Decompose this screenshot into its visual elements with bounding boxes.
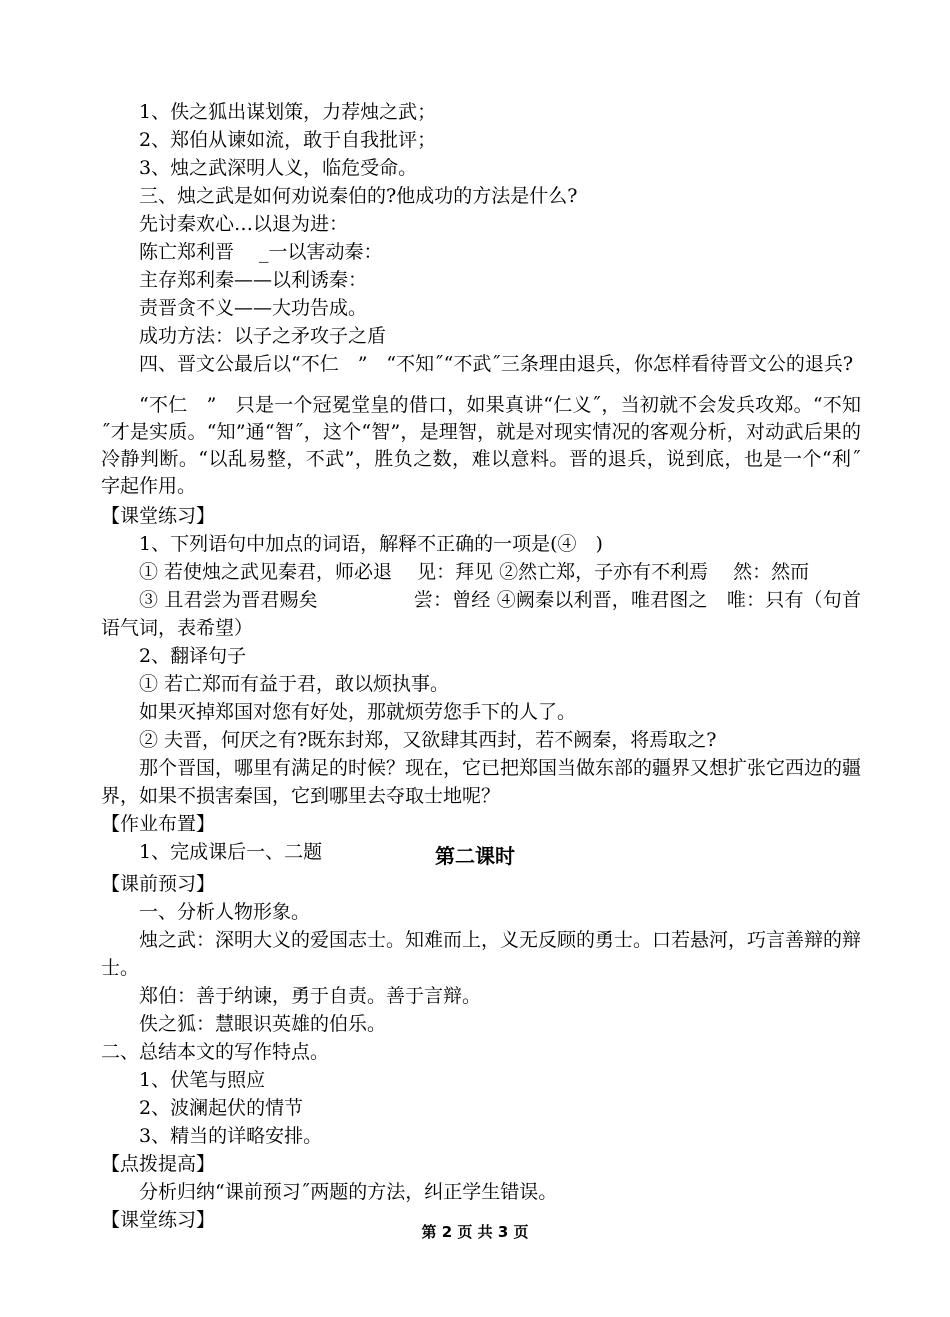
- text-line: 一、分析人物形象。: [139, 901, 311, 923]
- paragraph: 那个晋国，哪里有满足的时候？现在，它已把郑国当做东部的疆界又想扩张它西边的疆界，如果不损害秦国，它到哪里去夺取士地呢？: [101, 757, 862, 807]
- paragraph: 烛之武：深明大义的爱国志士。知难而上，义无反顾的勇士。口若悬河，巧言善辩的辩士。: [101, 929, 862, 979]
- text-line: ① 若亡郑而有益于君，敢以烦执事。: [139, 673, 450, 695]
- page-footer: 第 2 页 共 3 页: [421, 1223, 529, 1241]
- text-line: 1、完成课后一、二题: [139, 841, 323, 863]
- section-label: 【课堂练习】: [101, 1209, 216, 1231]
- text-line: 2、郑伯从谏如流，敢于自我批评；: [139, 129, 437, 151]
- text-line: 先讨秦欢心…以退为进：: [139, 213, 349, 235]
- section-label: 【点拨提高】: [101, 1153, 216, 1175]
- text-line: 郑伯：善于纳谏，勇于自责。善于言辩。: [139, 985, 482, 1007]
- text-line: 2、波澜起伏的情节: [139, 1097, 304, 1119]
- text-line: ② 夫晋，何厌之有?既东封郑，又欲肆其西封，若不阙秦，将焉取之?: [139, 729, 717, 751]
- section-label: 【作业布置】: [101, 813, 216, 835]
- text-line: 主存郑利秦——以利诱秦：: [139, 269, 368, 291]
- text-line: 成功方法：以子之矛攻子之盾: [139, 325, 387, 347]
- text-line: 分析归纳“课前预习˝两题的方法，纠正学生错误。: [139, 1181, 558, 1203]
- text-line: 三、烛之武是如何劝说秦伯的?他成功的方法是什么?: [139, 185, 578, 207]
- text-line: 3、烛之武深明人义，临危受命。: [139, 157, 418, 179]
- paragraph: “不仁 ” 只是一个冠冕堂皇的借口，如果真讲“仁义˝，当初就不会发兵攻郑。“不知˝才是实质。“知”通“智˝，这个“智”，是理智，就是对现实情况的客观分析，对动武后果的冷静判断。“以乱易整，不武”，胜负之数，难以意料。晋的退兵，说到底，也是一个“利˝字起作用。: [101, 394, 861, 497]
- text-line: 2、翻译句子: [139, 645, 247, 667]
- section-label: 【课前预习】: [101, 873, 216, 895]
- text-line: 3、精当的详略安排。: [139, 1125, 323, 1147]
- text-line: 如果灭掉郑国对您有好处，那就烦劳您手下的人了。: [139, 701, 577, 723]
- section-title: 第二课时: [435, 844, 515, 868]
- text-line: 责晋贪不义——大功告成。: [139, 297, 368, 319]
- text-line: 佚之狐：慧眼识英雄的伯乐。: [139, 1013, 387, 1035]
- section-label: 【课堂练习】: [101, 505, 216, 527]
- text-line: 1、伏笔与照应: [139, 1069, 266, 1091]
- text-line: 陈亡郑利晋 _一以害动秦：: [139, 241, 383, 263]
- paragraph: ③ 且君尝为晋君赐矣 尝：曾经 ④阙秦以利晋，唯君图之 唯：只有（句首语气词，表希望）: [101, 589, 861, 639]
- paragraph: 四、晋文公最后以“不仁 ” “不知˝“不武˝三条理由退兵，你怎样看待晋文公的退兵?: [139, 353, 854, 375]
- text-line: 1、佚之狐出谋划策，力荐烛之武；: [139, 101, 437, 123]
- text-line: 二、总结本文的写作特点。: [101, 1041, 330, 1063]
- text-line: 1、下列语句中加点的词语，解释不正确的一项是(④ ): [139, 533, 603, 555]
- text-line: ① 若使烛之武见秦君，师必退 见：拜见 ②然亡郑，子亦有不利焉 然：然而: [139, 561, 810, 583]
